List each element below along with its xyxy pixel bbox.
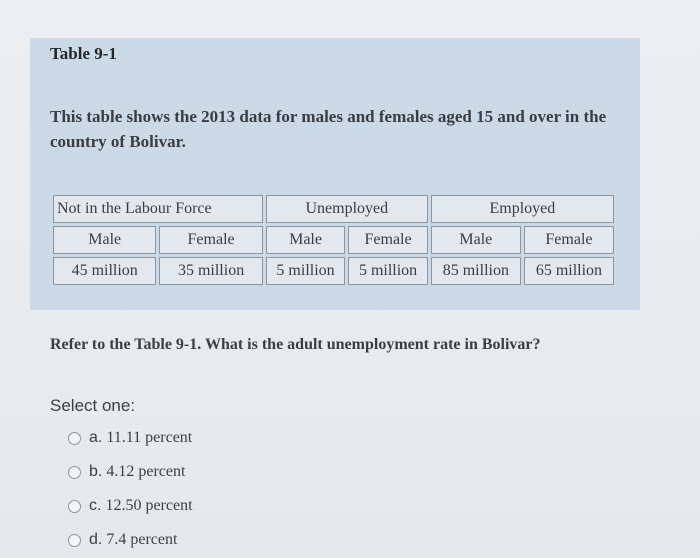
table-title: Table 9-1 [50, 44, 117, 63]
value-cell: 85 million [431, 257, 521, 285]
radio-button[interactable] [68, 500, 81, 513]
radio-button[interactable] [68, 534, 81, 547]
option-letter: a. [89, 429, 103, 446]
subheader-cell: Female [348, 226, 428, 254]
subheader-cell: Male [266, 226, 346, 254]
option-text: 11.11 percent [106, 429, 193, 446]
option-text: 12.50 percent [105, 497, 193, 514]
labour-table [50, 192, 617, 288]
value-cell: 35 million [159, 257, 262, 285]
value-cell: 45 million [53, 257, 156, 285]
option-d[interactable] [68, 531, 177, 549]
select-one-label: Select one: [50, 396, 136, 415]
intro-text: This table shows the 2013 data for males and females aged 15 and over in the country of Bolivar. [50, 107, 607, 151]
value-cell: 5 million [348, 257, 428, 285]
option-letter: d. [89, 531, 103, 548]
value-cell: 5 million [266, 257, 346, 285]
radio-button[interactable] [68, 432, 81, 445]
option-text: 7.4 percent [106, 531, 178, 548]
value-cell: 65 million [524, 257, 614, 285]
option-a[interactable] [68, 429, 192, 447]
subheader-cell: Female [524, 226, 614, 254]
subheader-cell: Female [159, 226, 262, 254]
group-not-in-labour-force: Not in the Labour Force [53, 195, 263, 223]
subheader-cell: Male [431, 226, 521, 254]
group-unemployed: Unemployed [266, 195, 428, 223]
table-value-row [53, 257, 614, 285]
option-text: 4.12 percent [106, 463, 186, 480]
table-group-header-row [53, 195, 614, 223]
option-b[interactable] [68, 463, 185, 481]
option-letter: c. [89, 497, 102, 514]
group-employed: Employed [431, 195, 614, 223]
subheader-cell: Male [53, 226, 156, 254]
option-c[interactable] [68, 497, 193, 515]
option-letter: b. [89, 463, 103, 480]
table-subheader-row [53, 226, 614, 254]
radio-button[interactable] [68, 466, 81, 479]
question-text: Refer to the Table 9-1. What is the adult unemployment rate in Bolivar? [50, 336, 541, 353]
